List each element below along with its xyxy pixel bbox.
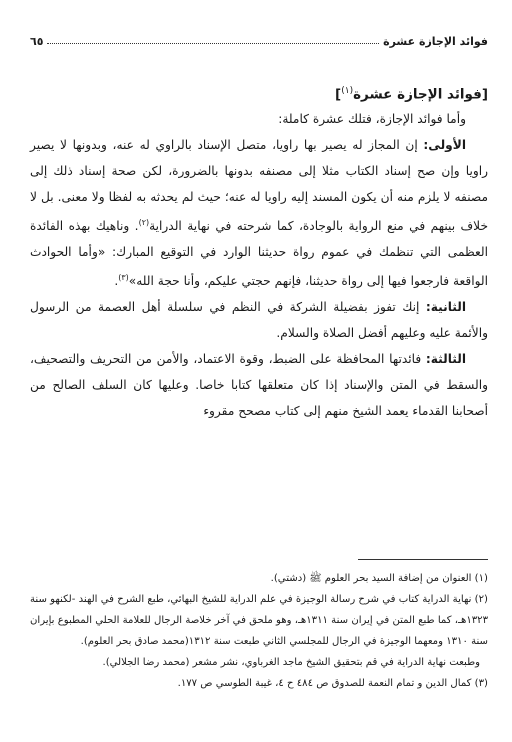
footnote-ref-2: (٢)	[138, 218, 150, 227]
intro-paragraph: وأما فوائد الإجازة، فتلك عشرة كاملة:	[278, 112, 466, 126]
footnote-3: (٣) كمال الدين و تمام النعمة للصدوق ص ٤٨٤ ح ٤، غيبة الطوسي ص ١٧٧.	[177, 678, 488, 689]
footnote-ref-3: (٣)	[118, 273, 129, 283]
running-header	[30, 30, 488, 48]
heading-footnote-ref: (١)	[341, 86, 354, 96]
paragraph-first	[30, 132, 488, 294]
main-text	[30, 80, 488, 424]
footnote-2-continued: وطبعت نهاية الدراية في قم بتحقيق الشيخ ماجد الغرباوي، نشر مشعر (محمد رضا الجلالي).	[102, 657, 480, 668]
heading-bracket: ]	[335, 86, 342, 103]
second-lead: الثانية:	[425, 300, 466, 315]
first-text-a: إن المجاز له يصير بها راويا، متصل الإسناد بالراوي له عنه، وبدونها لا يصير راويا وإن صح إسناد الكتاب مثلا إلى مصنفه بدونها بالضرورة، لكن صحة إسناد ذلك إلى مصنفه لا يلزم منه أن يكون المسند إليه راويا له عنه؛ حيث لم يحدثه به لفظا ولا معنى. بل لا خلاف بينهم في منع الرواية بالوجادة، كما شرحته في نهاية الدراية	[30, 138, 488, 234]
page-number: ٦٥	[30, 35, 44, 48]
third-lead: الثالثة:	[425, 352, 466, 367]
paragraph-second	[30, 294, 488, 346]
first-text-b: . وناهيك بهذه الفائدة العظمى التي تنظمك في عموم رواة حديثنا الوارد في التوقيع المبارك: «وأما الحوادث الواقعة فارجعوا فيها إلى رواة حديثنا، فإنهم حجتي عليكم، وأنا حجة الله»	[30, 219, 488, 289]
footnote-separator	[358, 559, 488, 560]
footnote-2: (٢) نهاية الدراية كتاب في شرح رسالة الوجيزة في علم الدراية للشيخ البهائي، طبع الشرح في الهند -لكنهو سنة ١٣٢٣هـ، كما طبع المتن في إيران سنة ١٣١١هـ، وهو ملحق في آخر خلاصة الرجال للعلامة الحلي المطبوع بإيران سنة ١٣١٠ ومعهما الوجيزة في الرجال للمجلسي الثاني طبعت سنة ١٣١٢(محمد صادق بحر العلوم).	[30, 594, 488, 647]
section-heading-text: [فوائد الإجازة عشرة	[353, 86, 488, 103]
dot-leader	[47, 43, 379, 44]
section-heading	[30, 80, 488, 106]
second-text: إنك تفوز بفضيلة الشركة في النظم في سلسلة أهل العصمة من الرسول والأئمة عليه وعليهم أفضل الصلاة والسلام.	[30, 300, 488, 341]
third-text: فائدتها المحافظة على الضبط، وقوة الاعتماد، والأمن من التحريف والتصحيف، والسقط في المتن والإسناد إذا كان متعلقها كتابا خاصا. وعليها كان السلف الصالح من أصحابنا القدماء يعمد الشيخ منهم إلى كتاب مصحح مقروء	[30, 352, 488, 419]
footnotes	[30, 568, 488, 694]
first-end: .	[114, 274, 119, 289]
footnote-1: (١) العنوان من إضافة السيد بحر العلوم ﷺ (دشتي).	[270, 573, 488, 584]
paragraph-third	[30, 346, 488, 424]
first-lead: الأولى:	[423, 138, 466, 152]
running-title: فوائد الإجازة عشرة	[383, 35, 488, 48]
